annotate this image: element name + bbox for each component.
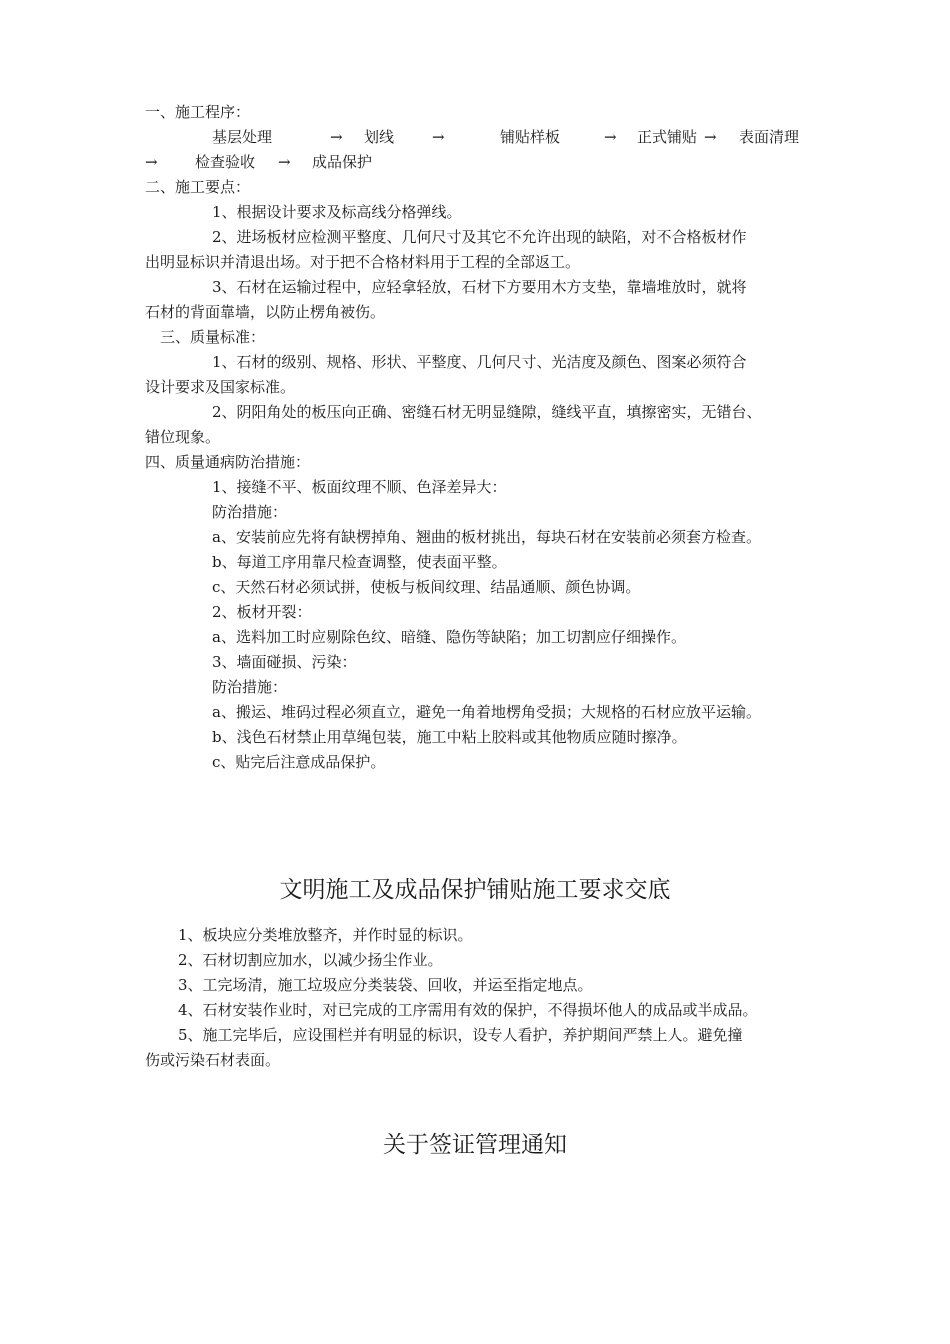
flow-step-product-protection: 成品保护 <box>312 153 373 171</box>
flow-arrow: → <box>330 128 343 146</box>
flow-step-sample-paving: 铺贴样板 <box>500 128 561 146</box>
flow-step-marking: 划线 <box>364 128 395 146</box>
paragraph-line: 2、板材开裂： <box>212 603 312 621</box>
flow-arrow: → <box>704 128 717 146</box>
procedure-flow-row-1 <box>0 125 950 150</box>
paragraph-line: b、每道工序用靠尺检查调整，使表面平整。 <box>212 553 507 571</box>
section-heading-quality-standard: 三、质量标准： <box>160 328 266 346</box>
paragraph-line: 1、根据设计要求及标高线分格弹线。 <box>212 203 462 221</box>
procedure-flow-row-2 <box>0 150 950 175</box>
paragraph-line: 2、石材切割应加水，以减少扬尘作业。 <box>178 951 443 969</box>
section-heading-key-points: 二、施工要点： <box>145 178 251 196</box>
paragraph-line: b、浅色石材禁止用草绳包装，施工中粘上胶料或其他物质应随时擦净。 <box>212 728 687 746</box>
paragraph-line: 5、施工完毕后，应设围栏并有明显的标识，设专人看护，养护期间严禁上人。避免撞 <box>178 1026 743 1044</box>
protection-title: 文明施工及成品保护铺贴施工要求交底 <box>279 877 671 903</box>
paragraph-line: 1、接缝不平、板面纹理不顺、色泽差异大： <box>212 478 507 496</box>
paragraph-line: 设计要求及国家标准。 <box>145 378 296 396</box>
paragraph-line: c、贴完后注意成品保护。 <box>212 753 386 771</box>
flow-step-inspection: 检查验收 <box>195 153 256 171</box>
paragraph-line: 2、进场板材应检测平整度、几何尺寸及其它不允许出现的缺陷，对不合格板材作 <box>212 228 747 246</box>
flow-arrow: → <box>278 153 291 171</box>
paragraph-line: 1、石材的级别、规格、形状、平整度、几何尺寸、光洁度及颜色、图案必须符合 <box>212 353 747 371</box>
paragraph-line: 出明显标识并清退出场。对于把不合格材料用于工程的全部返工。 <box>145 253 581 271</box>
paragraph-line: a、搬运、堆码过程必须直立，避免一角着地楞角受损；大规格的石材应放平运输。 <box>212 703 761 721</box>
section-heading-procedure: 一、施工程序： <box>145 103 251 121</box>
flow-arrow: → <box>145 153 158 171</box>
paragraph-line: 3、石材在运输过程中，应轻拿轻放，石材下方要用木方支垫，靠墙堆放时，就将 <box>212 278 747 296</box>
paragraph-line: 石材的背面靠墙，以防止楞角被伤。 <box>145 303 386 321</box>
flow-step-formal-paving: 正式铺贴 <box>637 128 698 146</box>
notice-title: 关于签证管理通知 <box>383 1132 567 1158</box>
flow-arrow: → <box>604 128 617 146</box>
section-heading-defect-prevention: 四、质量通病防治措施： <box>145 453 311 471</box>
paragraph-line: 错位现象。 <box>145 428 221 446</box>
paragraph-line: c、天然石材必须试拼，使板与板间纹理、结晶通顺、颜色协调。 <box>212 578 641 596</box>
paragraph-line: a、安装前应先将有缺楞掉角、翘曲的板材挑出，每块石材在安装前必须套方检查。 <box>212 528 761 546</box>
paragraph-line: 防治措施： <box>212 678 288 696</box>
paragraph-line: 2、阴阳角处的板压向正确、密缝石材无明显缝隙，缝线平直，填擦密实，无错台、 <box>212 403 762 421</box>
paragraph-line: 防治措施： <box>212 503 288 521</box>
paragraph-line: 3、工完场清，施工垃圾应分类装袋、回收，并运至指定地点。 <box>178 976 593 994</box>
paragraph-line: 3、墙面碰损、污染： <box>212 653 357 671</box>
flow-step-surface-cleaning: 表面清理 <box>739 128 800 146</box>
flow-step-base-treatment: 基层处理 <box>212 128 273 146</box>
paragraph-line: 4、石材安装作业时，对已完成的工序需用有效的保护，不得损坏他人的成品或半成品。 <box>178 1001 758 1019</box>
paragraph-line: 伤或污染石材表面。 <box>145 1051 281 1069</box>
flow-arrow: → <box>432 128 445 146</box>
paragraph-line: a、选料加工时应剔除色纹、暗缝、隐伤等缺陷；加工切割应仔细操作。 <box>212 628 686 646</box>
paragraph-line: 1、板块应分类堆放整齐，并作时显的标识。 <box>178 926 473 944</box>
